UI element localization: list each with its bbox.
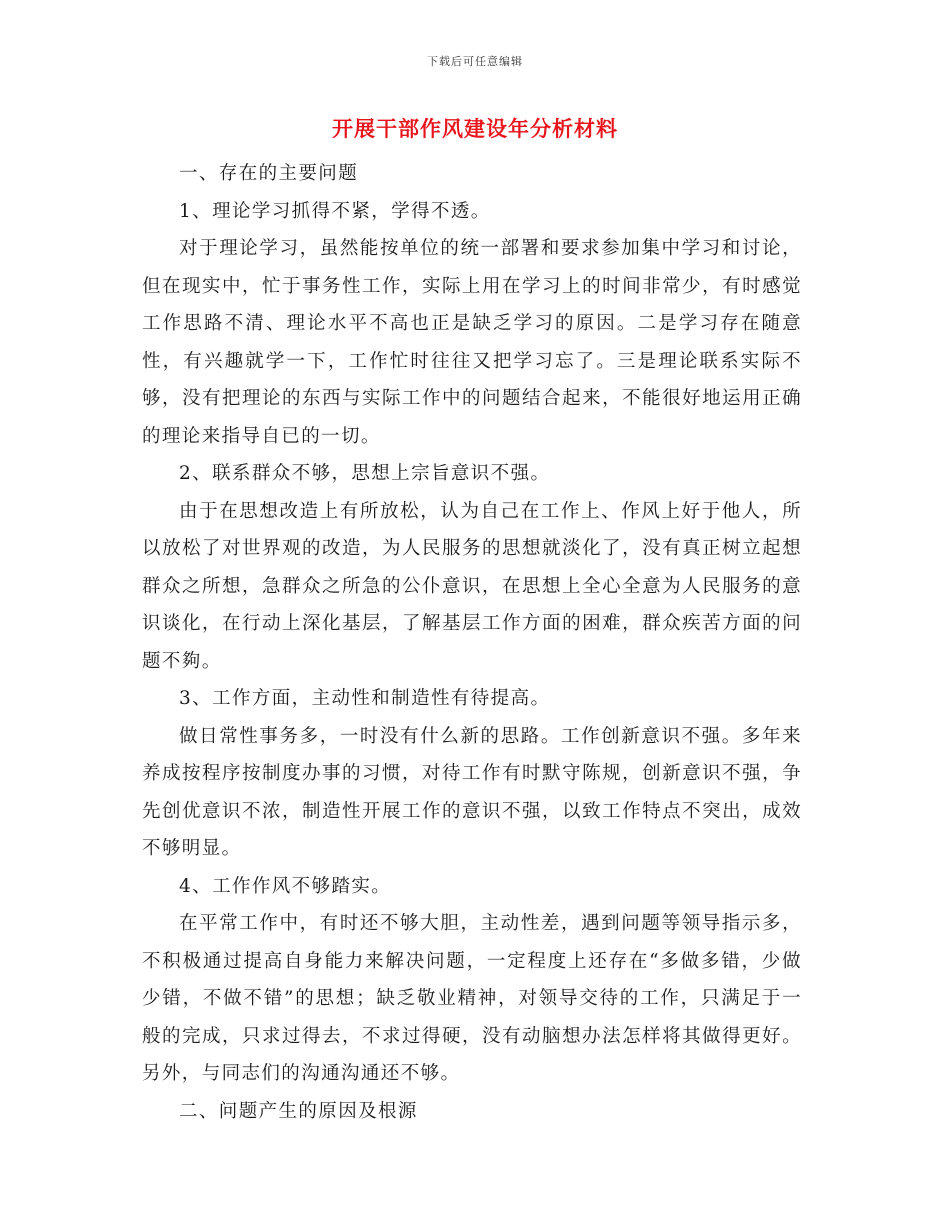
subheading-theory-study: 1、理论学习抓得不紧，学得不透。: [179, 200, 491, 222]
subheading-contact-masses: 2、联系群众不够，思想上宗旨意识不强。: [179, 463, 551, 484]
document-title: 开展干部作风建设年分析材料: [332, 117, 618, 141]
paragraph-work-style: 在平常工作中，有时还不够大胆，主动性差，遇到问题等领导指示多，不积极通过提高自身能力来解决问题，一定程度上还存在“多做多错，少做少错，不做不错”的思想；缺乏敬业精神，对领导交待的工作，只满足于一般的完成，只求过得去，不求过得硬，没有动脑想办法怎样将其做得更好。另外，与同志们的沟通沟通还不够。: [142, 913, 802, 1084]
subheading-initiative: 3、工作方面，主动性和制造性有待提高。: [179, 688, 551, 709]
document-body: [142, 155, 802, 1130]
section-heading-problems: 一、存在的主要问题: [179, 163, 359, 184]
header-note: 下载后可任意编辑: [427, 55, 523, 68]
paragraph-theory-study: 对于理论学习，虽然能按单位的统一部署和要求参加集中学习和讨论，但在现实中，忙于事务性工作，实际上用在学习上的时间非常少，有时感觉工作思路不清、理论水平不高也正是缺乏学习的原因。二是学习存在随意性，有兴趣就学一下，工作忙时往往又把学习忘了。三是理论联系实际不够，没有把理论的东西与实际工作中的问题结合起来，不能很好地运用正确的理论来指导自已的一切。: [142, 238, 802, 447]
paragraph-initiative: 做日常性事务多，一时没有什么新的思路。工作创新意识不强。多年来养成按程序按制度办事的习惯，对待工作有时默守陈规，创新意识不强，争先创优意识不浓，制造性开展工作的意识不强，以致工作特点不突出，成效不够明显。: [142, 725, 802, 859]
paragraph-contact-masses: 由于在思想改造上有所放松，认为自己在工作上、作风上好于他人，所以放松了对世界观的改造，为人民服务的思想就淡化了，没有真正树立起想群众之所想，急群众之所急的公仆意识，在思想上全心全意为人民服务的意识谈化，在行动上深化基层，了解基层工作方面的困难，群众疾苦方面的问题不夠。: [142, 500, 802, 672]
section-heading-causes: 二、问题产生的原因及根源: [179, 1100, 418, 1122]
subheading-work-style: 4、工作作风不够踏实。: [179, 875, 392, 897]
